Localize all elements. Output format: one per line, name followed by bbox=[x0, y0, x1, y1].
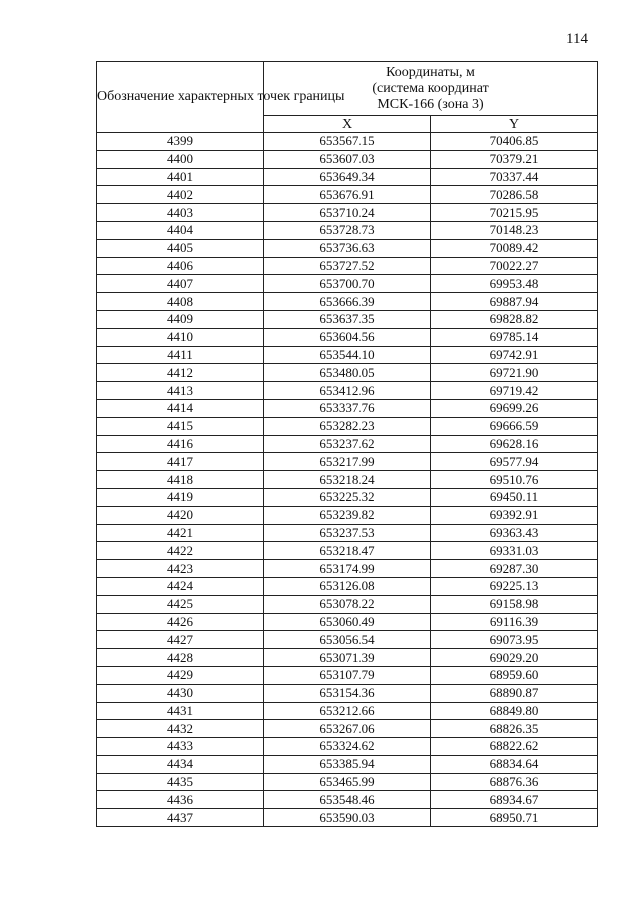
y-coordinate-cell: 70215.95 bbox=[431, 204, 598, 222]
x-column-header: X bbox=[264, 116, 431, 133]
y-coordinate-cell: 69666.59 bbox=[431, 417, 598, 435]
y-coordinate-cell: 69116.39 bbox=[431, 613, 598, 631]
table-row bbox=[97, 755, 598, 773]
point-id-cell: 4431 bbox=[97, 702, 264, 720]
y-coordinate-cell: 69785.14 bbox=[431, 328, 598, 346]
y-coordinate-cell: 68876.36 bbox=[431, 773, 598, 791]
point-id-cell: 4406 bbox=[97, 257, 264, 275]
table-row bbox=[97, 631, 598, 649]
table-row bbox=[97, 346, 598, 364]
point-id-cell: 4423 bbox=[97, 560, 264, 578]
point-id-cell: 4428 bbox=[97, 649, 264, 667]
x-coordinate-cell: 653056.54 bbox=[264, 631, 431, 649]
y-coordinate-cell: 70286.58 bbox=[431, 186, 598, 204]
x-coordinate-cell: 653337.76 bbox=[264, 399, 431, 417]
table-row bbox=[97, 613, 598, 631]
y-coordinate-cell: 68934.67 bbox=[431, 791, 598, 809]
table-row bbox=[97, 720, 598, 738]
table-row bbox=[97, 791, 598, 809]
point-id-cell: 4424 bbox=[97, 577, 264, 595]
point-id-cell: 4410 bbox=[97, 328, 264, 346]
x-coordinate-cell: 653412.96 bbox=[264, 382, 431, 400]
y-column-header: Y bbox=[431, 116, 598, 133]
point-id-cell: 4416 bbox=[97, 435, 264, 453]
table-row bbox=[97, 150, 598, 168]
y-coordinate-cell: 70337.44 bbox=[431, 168, 598, 186]
x-coordinate-cell: 653217.99 bbox=[264, 453, 431, 471]
y-coordinate-cell: 69158.98 bbox=[431, 595, 598, 613]
table-row bbox=[97, 506, 598, 524]
table-row bbox=[97, 542, 598, 560]
y-coordinate-cell: 68890.87 bbox=[431, 684, 598, 702]
table-row bbox=[97, 684, 598, 702]
y-coordinate-cell: 70089.42 bbox=[431, 239, 598, 257]
point-id-cell: 4425 bbox=[97, 595, 264, 613]
x-coordinate-cell: 653700.70 bbox=[264, 275, 431, 293]
table-row bbox=[97, 577, 598, 595]
x-coordinate-cell: 653736.63 bbox=[264, 239, 431, 257]
table-row bbox=[97, 453, 598, 471]
y-coordinate-cell: 69742.91 bbox=[431, 346, 598, 364]
table-body bbox=[97, 133, 598, 827]
table-row bbox=[97, 524, 598, 542]
point-designation-header: Обозначение характерных точек границы bbox=[97, 62, 264, 133]
point-id-cell: 4407 bbox=[97, 275, 264, 293]
point-id-cell: 4404 bbox=[97, 221, 264, 239]
y-coordinate-cell: 68834.64 bbox=[431, 755, 598, 773]
point-id-cell: 4414 bbox=[97, 399, 264, 417]
point-id-cell: 4409 bbox=[97, 310, 264, 328]
y-coordinate-cell: 69699.26 bbox=[431, 399, 598, 417]
x-coordinate-cell: 653637.35 bbox=[264, 310, 431, 328]
y-coordinate-cell: 69073.95 bbox=[431, 631, 598, 649]
table-row bbox=[97, 310, 598, 328]
table-row bbox=[97, 773, 598, 791]
x-coordinate-cell: 653727.52 bbox=[264, 257, 431, 275]
table-row bbox=[97, 328, 598, 346]
y-coordinate-cell: 69287.30 bbox=[431, 560, 598, 578]
point-id-cell: 4427 bbox=[97, 631, 264, 649]
x-coordinate-cell: 653060.49 bbox=[264, 613, 431, 631]
x-coordinate-cell: 653078.22 bbox=[264, 595, 431, 613]
point-id-cell: 4405 bbox=[97, 239, 264, 257]
table-row bbox=[97, 221, 598, 239]
y-coordinate-cell: 68959.60 bbox=[431, 666, 598, 684]
point-id-cell: 4433 bbox=[97, 738, 264, 756]
table-row bbox=[97, 168, 598, 186]
x-coordinate-cell: 653212.66 bbox=[264, 702, 431, 720]
point-id-cell: 4412 bbox=[97, 364, 264, 382]
point-id-cell: 4426 bbox=[97, 613, 264, 631]
table-row bbox=[97, 364, 598, 382]
table-row bbox=[97, 399, 598, 417]
x-coordinate-cell: 653225.32 bbox=[264, 488, 431, 506]
y-coordinate-cell: 70022.27 bbox=[431, 257, 598, 275]
x-coordinate-cell: 653544.10 bbox=[264, 346, 431, 364]
x-coordinate-cell: 653607.03 bbox=[264, 150, 431, 168]
y-coordinate-cell: 68826.35 bbox=[431, 720, 598, 738]
table-row bbox=[97, 471, 598, 489]
table-row bbox=[97, 186, 598, 204]
y-coordinate-cell: 68849.80 bbox=[431, 702, 598, 720]
y-coordinate-cell: 69029.20 bbox=[431, 649, 598, 667]
y-coordinate-cell: 69331.03 bbox=[431, 542, 598, 560]
y-coordinate-cell: 70379.21 bbox=[431, 150, 598, 168]
y-coordinate-cell: 69392.91 bbox=[431, 506, 598, 524]
x-coordinate-cell: 653666.39 bbox=[264, 293, 431, 311]
coordinates-header-line-3: МСК-166 (зона 3) bbox=[377, 96, 484, 112]
x-coordinate-cell: 653649.34 bbox=[264, 168, 431, 186]
table-row bbox=[97, 204, 598, 222]
point-id-cell: 4436 bbox=[97, 791, 264, 809]
point-id-cell: 4418 bbox=[97, 471, 264, 489]
table-row bbox=[97, 666, 598, 684]
y-coordinate-cell: 69363.43 bbox=[431, 524, 598, 542]
point-id-cell: 4408 bbox=[97, 293, 264, 311]
point-id-cell: 4400 bbox=[97, 150, 264, 168]
page-number: 114 bbox=[566, 31, 588, 47]
point-id-cell: 4432 bbox=[97, 720, 264, 738]
table-row bbox=[97, 257, 598, 275]
table-row bbox=[97, 809, 598, 827]
x-coordinate-cell: 653480.05 bbox=[264, 364, 431, 382]
x-coordinate-cell: 653107.79 bbox=[264, 666, 431, 684]
point-id-cell: 4429 bbox=[97, 666, 264, 684]
y-coordinate-cell: 68822.62 bbox=[431, 738, 598, 756]
point-id-cell: 4402 bbox=[97, 186, 264, 204]
x-coordinate-cell: 653324.62 bbox=[264, 738, 431, 756]
x-coordinate-cell: 653567.15 bbox=[264, 133, 431, 151]
table-row bbox=[97, 560, 598, 578]
y-coordinate-cell: 69887.94 bbox=[431, 293, 598, 311]
y-coordinate-cell: 69828.82 bbox=[431, 310, 598, 328]
x-coordinate-cell: 653676.91 bbox=[264, 186, 431, 204]
x-coordinate-cell: 653218.24 bbox=[264, 471, 431, 489]
table-row bbox=[97, 649, 598, 667]
x-coordinate-cell: 653071.39 bbox=[264, 649, 431, 667]
point-id-cell: 4415 bbox=[97, 417, 264, 435]
point-id-cell: 4399 bbox=[97, 133, 264, 151]
y-coordinate-cell: 68950.71 bbox=[431, 809, 598, 827]
y-coordinate-cell: 70406.85 bbox=[431, 133, 598, 151]
table-row bbox=[97, 488, 598, 506]
x-coordinate-cell: 653282.23 bbox=[264, 417, 431, 435]
point-id-cell: 4421 bbox=[97, 524, 264, 542]
table-row bbox=[97, 275, 598, 293]
point-id-cell: 4430 bbox=[97, 684, 264, 702]
point-id-cell: 4417 bbox=[97, 453, 264, 471]
table-row bbox=[97, 435, 598, 453]
x-coordinate-cell: 653237.62 bbox=[264, 435, 431, 453]
y-coordinate-cell: 69225.13 bbox=[431, 577, 598, 595]
x-coordinate-cell: 653710.24 bbox=[264, 204, 431, 222]
y-coordinate-cell: 69953.48 bbox=[431, 275, 598, 293]
point-id-cell: 4419 bbox=[97, 488, 264, 506]
coordinates-header-line-2: (система координат bbox=[372, 80, 489, 96]
table-row bbox=[97, 293, 598, 311]
coordinates-table bbox=[96, 61, 598, 827]
point-id-cell: 4422 bbox=[97, 542, 264, 560]
y-coordinate-cell: 69510.76 bbox=[431, 471, 598, 489]
table-row bbox=[97, 382, 598, 400]
x-coordinate-cell: 653174.99 bbox=[264, 560, 431, 578]
y-coordinate-cell: 69721.90 bbox=[431, 364, 598, 382]
y-coordinate-cell: 70148.23 bbox=[431, 221, 598, 239]
table-row bbox=[97, 595, 598, 613]
table-row bbox=[97, 133, 598, 151]
x-coordinate-cell: 653385.94 bbox=[264, 755, 431, 773]
y-coordinate-cell: 69719.42 bbox=[431, 382, 598, 400]
y-coordinate-cell: 69450.11 bbox=[431, 488, 598, 506]
x-coordinate-cell: 653728.73 bbox=[264, 221, 431, 239]
coordinates-header-line-1: Координаты, м bbox=[386, 64, 475, 80]
point-id-cell: 4434 bbox=[97, 755, 264, 773]
x-coordinate-cell: 653237.53 bbox=[264, 524, 431, 542]
x-coordinate-cell: 653548.46 bbox=[264, 791, 431, 809]
y-coordinate-cell: 69628.16 bbox=[431, 435, 598, 453]
table-header-row bbox=[97, 62, 598, 116]
table-row bbox=[97, 239, 598, 257]
x-coordinate-cell: 653239.82 bbox=[264, 506, 431, 524]
x-coordinate-cell: 653267.06 bbox=[264, 720, 431, 738]
x-coordinate-cell: 653218.47 bbox=[264, 542, 431, 560]
x-coordinate-cell: 653154.36 bbox=[264, 684, 431, 702]
point-id-cell: 4403 bbox=[97, 204, 264, 222]
y-coordinate-cell: 69577.94 bbox=[431, 453, 598, 471]
point-id-cell: 4401 bbox=[97, 168, 264, 186]
table-row bbox=[97, 417, 598, 435]
x-coordinate-cell: 653604.56 bbox=[264, 328, 431, 346]
point-id-cell: 4420 bbox=[97, 506, 264, 524]
point-id-cell: 4435 bbox=[97, 773, 264, 791]
table-row bbox=[97, 738, 598, 756]
table-row bbox=[97, 702, 598, 720]
point-id-cell: 4411 bbox=[97, 346, 264, 364]
point-id-cell: 4413 bbox=[97, 382, 264, 400]
x-coordinate-cell: 653590.03 bbox=[264, 809, 431, 827]
point-id-cell: 4437 bbox=[97, 809, 264, 827]
x-coordinate-cell: 653126.08 bbox=[264, 577, 431, 595]
x-coordinate-cell: 653465.99 bbox=[264, 773, 431, 791]
